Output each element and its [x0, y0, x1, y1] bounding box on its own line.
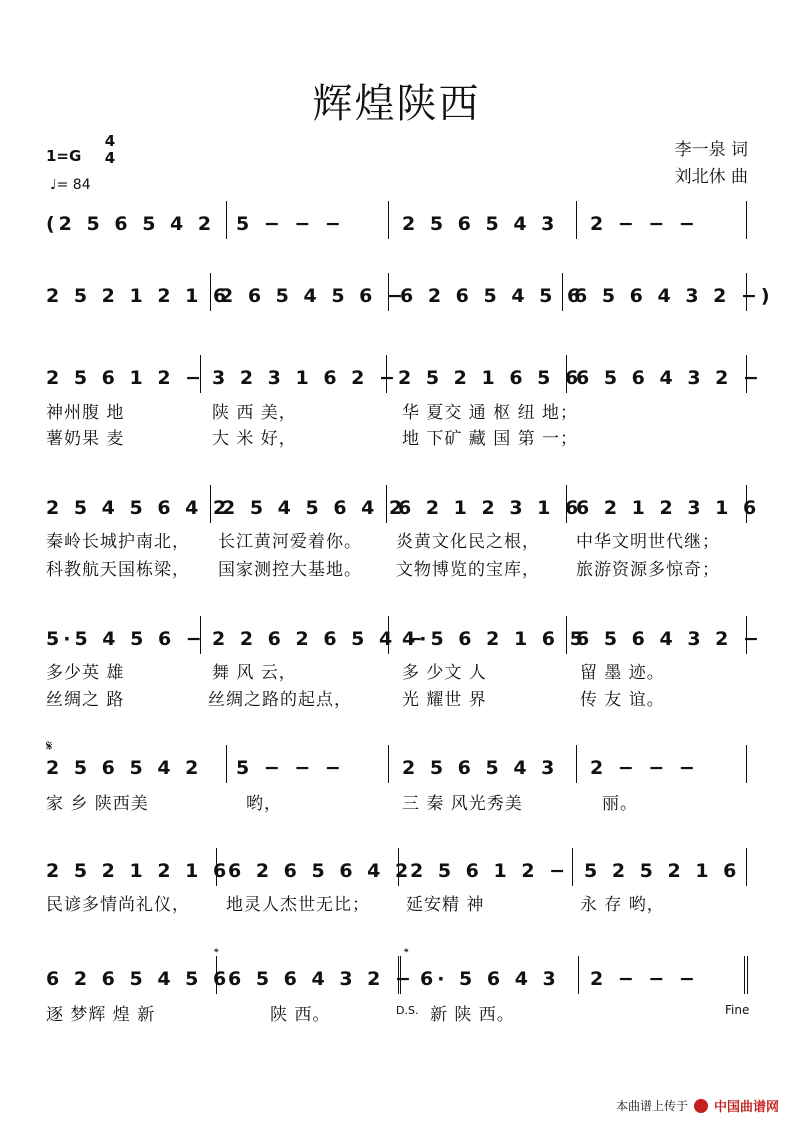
lyricist: 李一泉 词	[674, 140, 748, 160]
measure: 2 5 2 1 2 1 6	[46, 860, 231, 882]
barline	[572, 848, 573, 886]
barline	[562, 273, 563, 311]
lyric: 丝绸之路的起点，	[208, 690, 352, 710]
staff-row-4	[46, 497, 761, 529]
barline	[398, 848, 399, 886]
lyric: 逐 梦辉 煌 新	[46, 1005, 156, 1025]
barline	[200, 616, 201, 654]
lyric: 大 米 好，	[212, 429, 297, 449]
site-brand: 中国曲谱网	[713, 1100, 779, 1115]
barline	[216, 956, 217, 994]
lyric: 多少英 雄	[46, 663, 125, 683]
measure: 2 − − −	[590, 757, 699, 779]
barline	[388, 273, 389, 311]
site-logo-icon	[694, 1099, 708, 1113]
barline	[746, 616, 747, 654]
barline	[746, 745, 747, 783]
measure: 3 2 3 1 6 2 −	[212, 367, 399, 389]
measure: 6 5 6 4 3 2 −	[576, 367, 763, 389]
measure: 2 5 6 1 2 −	[410, 860, 570, 882]
lyric: 国家测控大基地。	[218, 560, 362, 580]
lyric: 丽。	[602, 794, 638, 814]
lyric: 永 存 哟，	[580, 895, 665, 915]
footer-text: 本曲谱上传于	[615, 1099, 688, 1113]
lyric: 陕 西。	[270, 1005, 331, 1025]
lyric: 华 夏交 通 枢 纽 地；	[402, 403, 579, 423]
measure: 6 5 6 4 3 2 −	[228, 968, 415, 990]
repeat-barline	[398, 956, 407, 994]
staff-row-3	[46, 367, 763, 399]
final-barline	[744, 956, 754, 994]
staff-row-1	[46, 213, 746, 245]
measure: 2 − − −	[590, 968, 699, 990]
lyric: 延安精 神	[406, 895, 485, 915]
credits	[675, 137, 748, 191]
barline	[386, 355, 387, 393]
measure: 6 2 6 5 4 5 6	[400, 285, 585, 307]
measure: 4·5 6 2 1 6 5	[402, 628, 587, 650]
barline	[746, 201, 747, 239]
lyric: 炎黄文化民之根，	[396, 532, 540, 552]
measure: 2 5 4 5 6 4 2	[46, 497, 231, 519]
measure: 2 5 6 1 2 −	[46, 367, 206, 389]
fine-mark: Fine	[725, 1003, 750, 1017]
measure: 6· 5 6 4 3	[420, 968, 560, 990]
lyric: 新 陕 西。	[430, 1005, 515, 1025]
barline	[566, 616, 567, 654]
measure: 6 2 1 2 3 1 6	[398, 497, 583, 519]
barline	[566, 355, 567, 393]
lyric: 科教航天国栋梁，	[46, 560, 190, 580]
measure: (2 5 6 5 4 2	[46, 213, 216, 235]
footer	[616, 1096, 779, 1115]
measure: 2 5 2 1 2 1 6	[46, 285, 231, 307]
key-signature: 1=G	[46, 147, 82, 165]
barline	[576, 745, 577, 783]
measure: 6 2 6 5 4 5 6	[46, 968, 231, 990]
measure: 2 5 6 5 4 3	[402, 757, 559, 779]
time-sig-bottom: 4	[104, 149, 116, 167]
lyric: 丝绸之 路	[46, 690, 125, 710]
staff-row-7	[46, 860, 746, 892]
staff-row-6	[46, 757, 746, 789]
lyric: 陕 西 美，	[212, 403, 297, 423]
measure: 6 5 6 4 3 2 −)	[574, 285, 774, 307]
lyric: 哟，	[246, 794, 282, 814]
measure: 2 5 2 1 6 5 6	[398, 367, 583, 389]
lyric: 长江黄河爱着你。	[218, 532, 362, 552]
lyric: 三 秦 风光秀美	[402, 794, 523, 814]
measure: 2 − − −	[590, 213, 699, 235]
lyric: 留 墨 迹。	[580, 663, 665, 683]
lyric: 地 下矿 藏 国 第 一；	[402, 429, 579, 449]
lyric: 薯奶果 麦	[46, 429, 125, 449]
lyric: 传 友 谊。	[580, 690, 665, 710]
barline	[746, 355, 747, 393]
measure: 6 2 6 5 6 4 2	[228, 860, 413, 882]
lyric: 中华文明世代继；	[576, 532, 720, 552]
barline	[388, 201, 389, 239]
measure: 5 − − −	[236, 757, 345, 779]
page-title: 辉煌陕西	[312, 81, 481, 127]
coda-sign: 𝄌	[404, 946, 409, 961]
ds-mark: D.S.	[396, 1004, 419, 1017]
measure: 5 2 5 2 1 6	[584, 860, 741, 882]
time-sig-top: 4	[104, 132, 116, 150]
coda-sign: 𝄌	[214, 946, 219, 961]
barline	[216, 848, 217, 886]
measure: 2 5 6 5 4 3	[402, 213, 559, 235]
lyric: 文物博览的宝库，	[396, 560, 540, 580]
composer: 刘北休 曲	[674, 167, 748, 187]
lyric: 民谚多情尚礼仪，	[46, 895, 190, 915]
barline	[566, 485, 567, 523]
measure: 6 2 1 2 3 1 6	[576, 497, 761, 519]
lyric: 地灵人杰世无比；	[226, 895, 370, 915]
measure: 2 6 5 4 5 6 −	[220, 285, 407, 307]
barline	[576, 201, 577, 239]
staff-row-8	[46, 968, 746, 1000]
barline	[578, 956, 579, 994]
barline	[746, 848, 747, 886]
measure: 5·5 4 5 6 −	[46, 628, 206, 650]
lyric: 秦岭长城护南北，	[46, 532, 190, 552]
measure: 2 2 6 2 6 5 4 −	[212, 628, 427, 650]
segno-sign: 𝄋	[46, 737, 53, 755]
time-signature	[100, 133, 120, 167]
lyric: 家 乡 陕西美	[46, 794, 149, 814]
lyric: 旅游资源多惊奇；	[576, 560, 720, 580]
measure: 5 − − −	[236, 213, 345, 235]
lyric: 光 耀世 界	[402, 690, 487, 710]
measure: 2 5 6 5 4 2	[46, 757, 203, 779]
barline	[200, 355, 201, 393]
lyric: 神州腹 地	[46, 403, 125, 423]
measure: 2 5 4 5 6 4 2	[222, 497, 407, 519]
barline	[226, 745, 227, 783]
staff-row-5	[46, 628, 763, 660]
barline	[386, 485, 387, 523]
barline	[210, 273, 211, 311]
barline	[746, 485, 747, 523]
barline	[388, 745, 389, 783]
staff-row-2	[46, 285, 774, 317]
barline	[226, 201, 227, 239]
tempo-mark: ♩= 84	[50, 177, 91, 193]
barline	[210, 485, 211, 523]
lyric: 舞 风 云，	[212, 663, 297, 683]
lyric: 多 少文 人	[402, 663, 487, 683]
measure: 6 5 6 4 3 2 −	[576, 628, 763, 650]
barline	[388, 616, 389, 654]
barline	[746, 273, 747, 311]
